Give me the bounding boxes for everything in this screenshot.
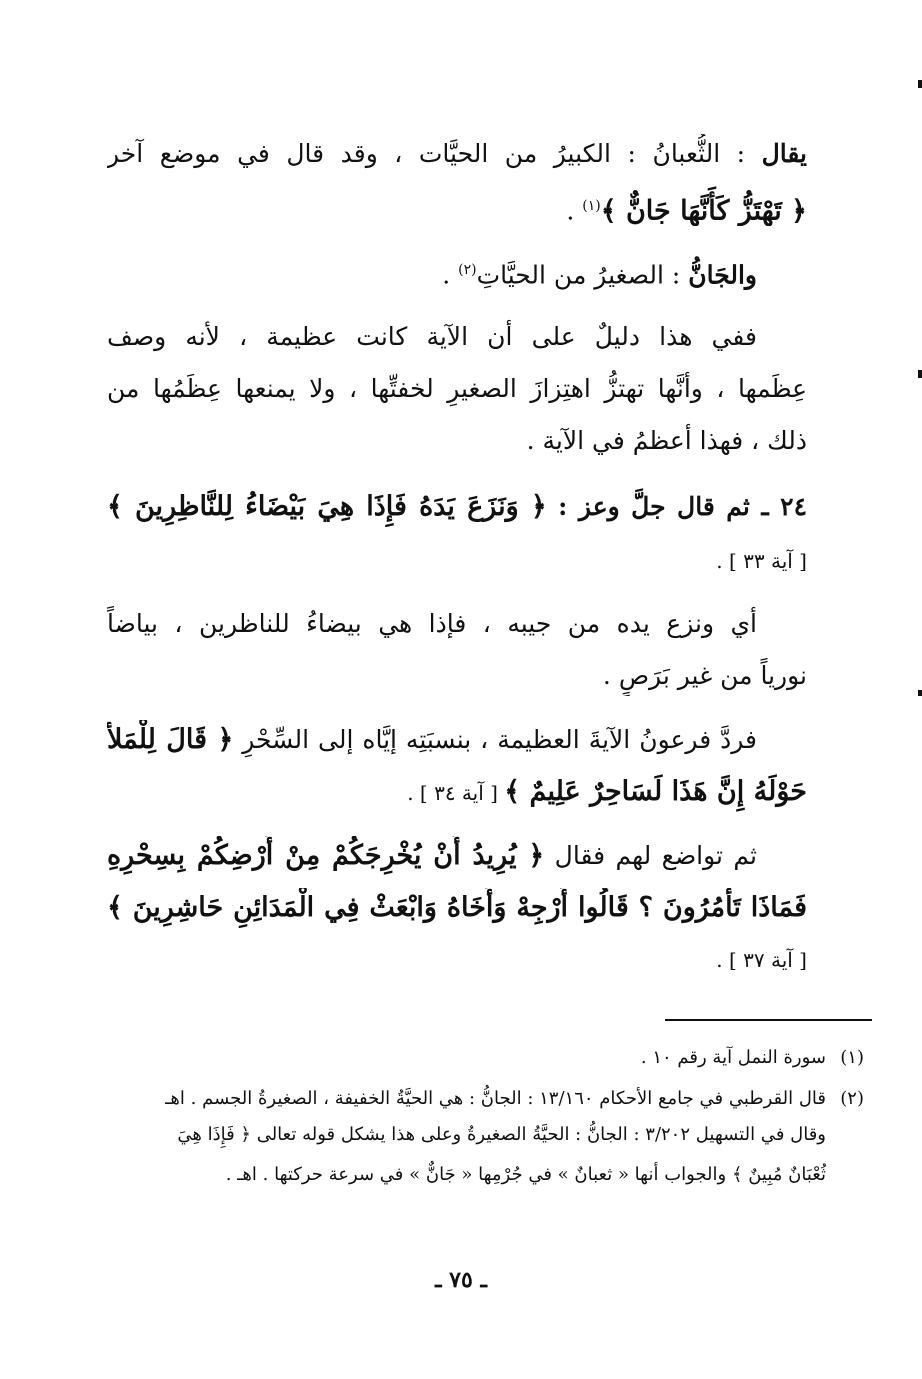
paragraph-4-line-1: أي ونزع يده من جيبه ، فإذا هي بيضاءُ للناظرين ، بياضاً <box>107 609 757 638</box>
item-24-heading <box>107 487 807 527</box>
verse-ref: [ آية ٣٤ ] . <box>407 781 505 805</box>
paragraph-5-line-1 <box>107 720 757 760</box>
footnote-2-line-3: ثُعْبَانٌ مُبِينٌ ﴾ والجواب أنها « ثعبانٌ » في جُرْمِها « جَانٌّ » في سرعة حركتها . اهـ . <box>225 1164 826 1185</box>
item-number: ٢٤ ـ <box>761 492 807 521</box>
paragraph-3-line-3: ذلك ، فهذا أعظمُ في الآية . <box>526 426 807 455</box>
paragraph-text: : الصغيرُ من الحيَّاتِ <box>476 260 689 290</box>
quran-quote: ﴿ تَهْتَزُّ كَأَنَّهَا جَانٌّ ﴾ <box>600 195 807 226</box>
scan-edge-mark <box>918 690 922 696</box>
footnote-text: قال القرطبي في جامع الأحكام ١٣/١٦٠ : الجانُّ : هي الحيَّةُ الخفيفة ، الصغيرةُ الجسم . اهـ <box>165 1088 826 1109</box>
paragraph-6-line-1 <box>107 836 757 876</box>
quran-quote: ﴿ وَنَزَعَ يَدَهُ فَإِذَا هِيَ بَيْضَاءُ لِلنَّاظِرِينَ ﴾ <box>107 491 547 522</box>
quran-quote: ﴿ يُرِيدُ أَنْ يُخْرِجَكُمْ مِنْ أَرْضِكُمْ بِسِحْرِهِ <box>107 840 545 871</box>
term-bold: والجَانُّ <box>688 260 757 290</box>
quran-quote: ﴿ قَالَ لِلْمَلأ <box>107 724 234 755</box>
paragraph-5-line-2 <box>107 772 807 812</box>
scan-edge-mark <box>918 80 922 88</box>
footnote-ref: (١) <box>582 198 601 214</box>
punctuation: . <box>566 196 583 226</box>
paragraph-3-line-1: ففي هذا دليلٌ على أن الآية كانت عظيمة ، لأنه وصف <box>107 322 757 351</box>
quran-quote: حَوْلَهُ إِنَّ هَذَا لَسَاحِرٌ عَلِيمٌ ﴾ <box>504 776 807 807</box>
punctuation: . <box>442 260 459 290</box>
footnote-2-line-2: وقال في التسهيل ٣/٢٠٢ : الجانُّ : الحيَّةُ الصغيرةُ وعلى هذا يشكل قوله تعالى ﴿ فَإِذَا هِيَ <box>177 1124 826 1145</box>
paragraph-1-line-2 <box>107 186 807 226</box>
term-bold: يقال <box>761 139 807 168</box>
paragraph-6-line-3: [ آية ٣٧ ] . <box>716 948 807 972</box>
paragraph-text: فردَّ فرعونُ الآيةَ العظيمة ، بنسبَتِه إيَّاه إلى السِّحْرِ <box>233 725 757 754</box>
footnote-2-line-1 <box>104 1084 864 1114</box>
paragraph-1-line-1 <box>107 134 807 174</box>
footnote-separator <box>665 1019 872 1021</box>
footnote-ref: (٢) <box>458 262 477 278</box>
scan-edge-mark <box>918 370 922 378</box>
paragraph-3-line-2: عِظَمها ، وأنَّها تهتزُّ اهتِزازَ الصغيرِ لخفتِّها ، ولا يمنعها عِظَمُها من <box>107 374 807 403</box>
footnote-1 <box>104 1043 864 1073</box>
paragraph-text: : الثُّعبانُ : الكبيرُ من الحيَّات ، وقد قال في موضع آخر <box>107 139 762 168</box>
paragraph-4-line-2: نورياً من غير بَرَصٍ . <box>602 661 807 690</box>
paragraph-text: ثم تواضع لهم فقال <box>544 841 757 870</box>
page-number: ـ ٧٥ ـ <box>435 1267 487 1293</box>
paragraph-6-line-2 <box>107 888 807 928</box>
quran-quote: فَمَاذَا تَأْمُرُونَ ؟ قَالُوا أَرْجِهْ وَأَخَاهُ وَابْعَثْ فِي الْمَدَائِنِ حَاشِرِينَ ﴾ <box>107 892 807 923</box>
footnote-text: سورة النمل آية رقم ١٠ . <box>640 1047 826 1068</box>
footnote-number: (٢) <box>840 1088 864 1109</box>
paragraph-2 <box>107 250 757 290</box>
footnote-number: (١) <box>840 1047 864 1068</box>
item-heading: ثم قال جلَّ وعز : <box>546 492 762 521</box>
item-24-verse-ref: [ آية ٣٣ ] . <box>716 549 807 573</box>
